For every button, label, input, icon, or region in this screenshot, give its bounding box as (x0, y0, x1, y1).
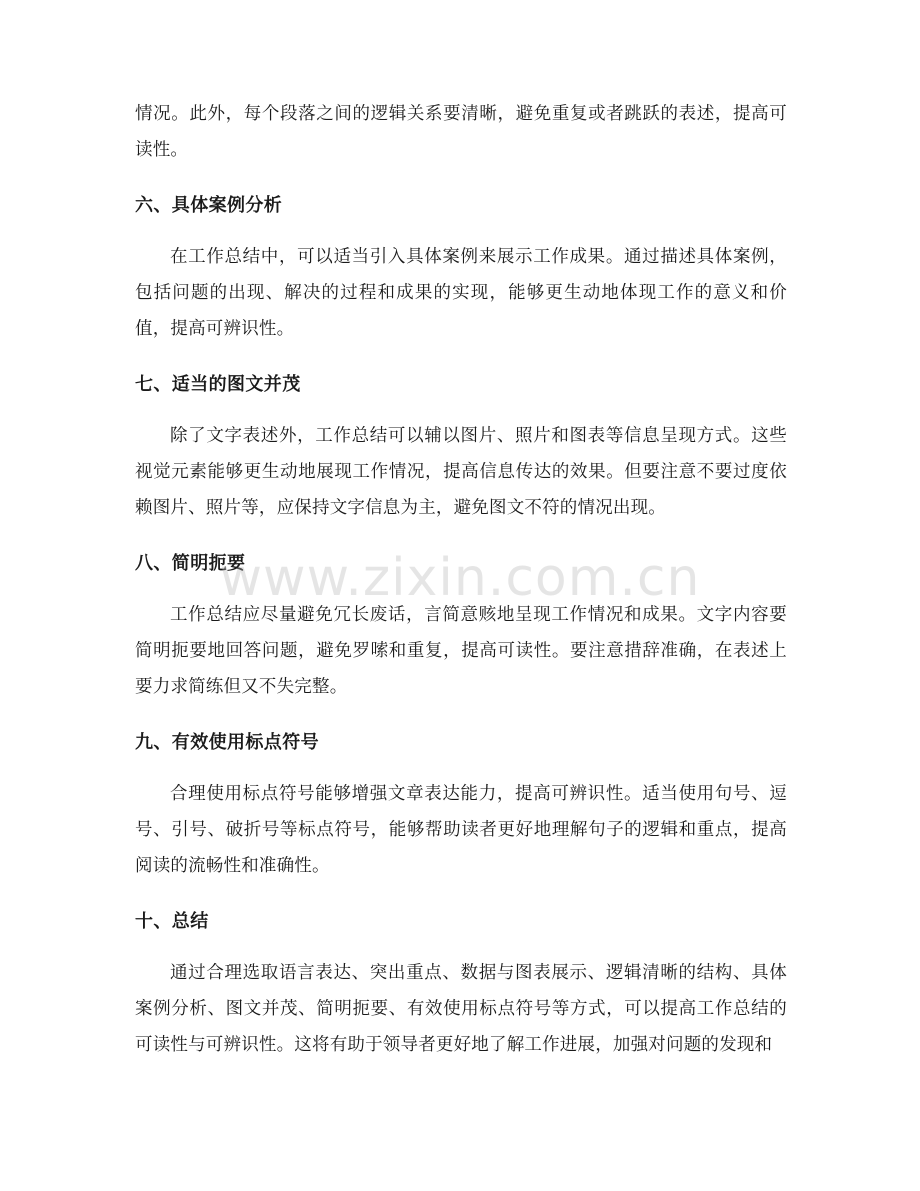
section-heading-8: 八、简明扼要 (135, 553, 246, 574)
watermark: www.zixin.com.cn (219, 548, 701, 608)
section-body-7: 除了文字表述外，工作总结可以辅以图片、照片和图表等信息呈现方式。这些视觉元素能够更生动地展现工作情况，提高信息传达的效果。但要注意不要过度依赖图片、照片等，应保持文字信息为主，避免图文不符的情况出现。 (135, 426, 787, 518)
section-body-10: 通过合理选取语言表达、突出重点、数据与图表展示、逻辑清晰的结构、具体案例分析、图文并茂、简明扼要、有效使用标点符号等方式，可以提高工作总结的可读性与可辨识性。这将有助于领导者更好地了解工作进展，加强对问题的发现和 (135, 963, 787, 1055)
intro-paragraph-fragment: 情况。此外，每个段落之间的逻辑关系要清晰，避免重复或者跳跃的表述，提高可读性。 (135, 104, 787, 160)
section-heading-7: 七、适当的图文并茂 (135, 374, 301, 395)
section-heading-9: 九、有效使用标点符号 (135, 732, 319, 753)
section-body-6: 在工作总结中，可以适当引入具体案例来展示工作成果。通过描述具体案例，包括问题的出现、解决的过程和成果的实现，能够更生动地体现工作的意义和价值，提高可辨识性。 (135, 247, 787, 339)
section-body-9: 合理使用标点符号能够增强文章表达能力，提高可辨识性。适当使用句号、逗号、引号、破折号等标点符号，能够帮助读者更好地理解句子的逻辑和重点，提高阅读的流畅性和准确性。 (135, 784, 787, 876)
section-heading-6: 六、具体案例分析 (135, 195, 283, 216)
section-body-8: 工作总结应尽量避免冗长废话，言简意赅地呈现工作情况和成果。文字内容要简明扼要地回答问题，避免罗嗦和重复，提高可读性。要注意措辞准确，在表述上要力求简练但又不失完整。 (135, 605, 787, 697)
document-body (135, 96, 787, 1063)
section-heading-10: 十、总结 (135, 911, 209, 932)
